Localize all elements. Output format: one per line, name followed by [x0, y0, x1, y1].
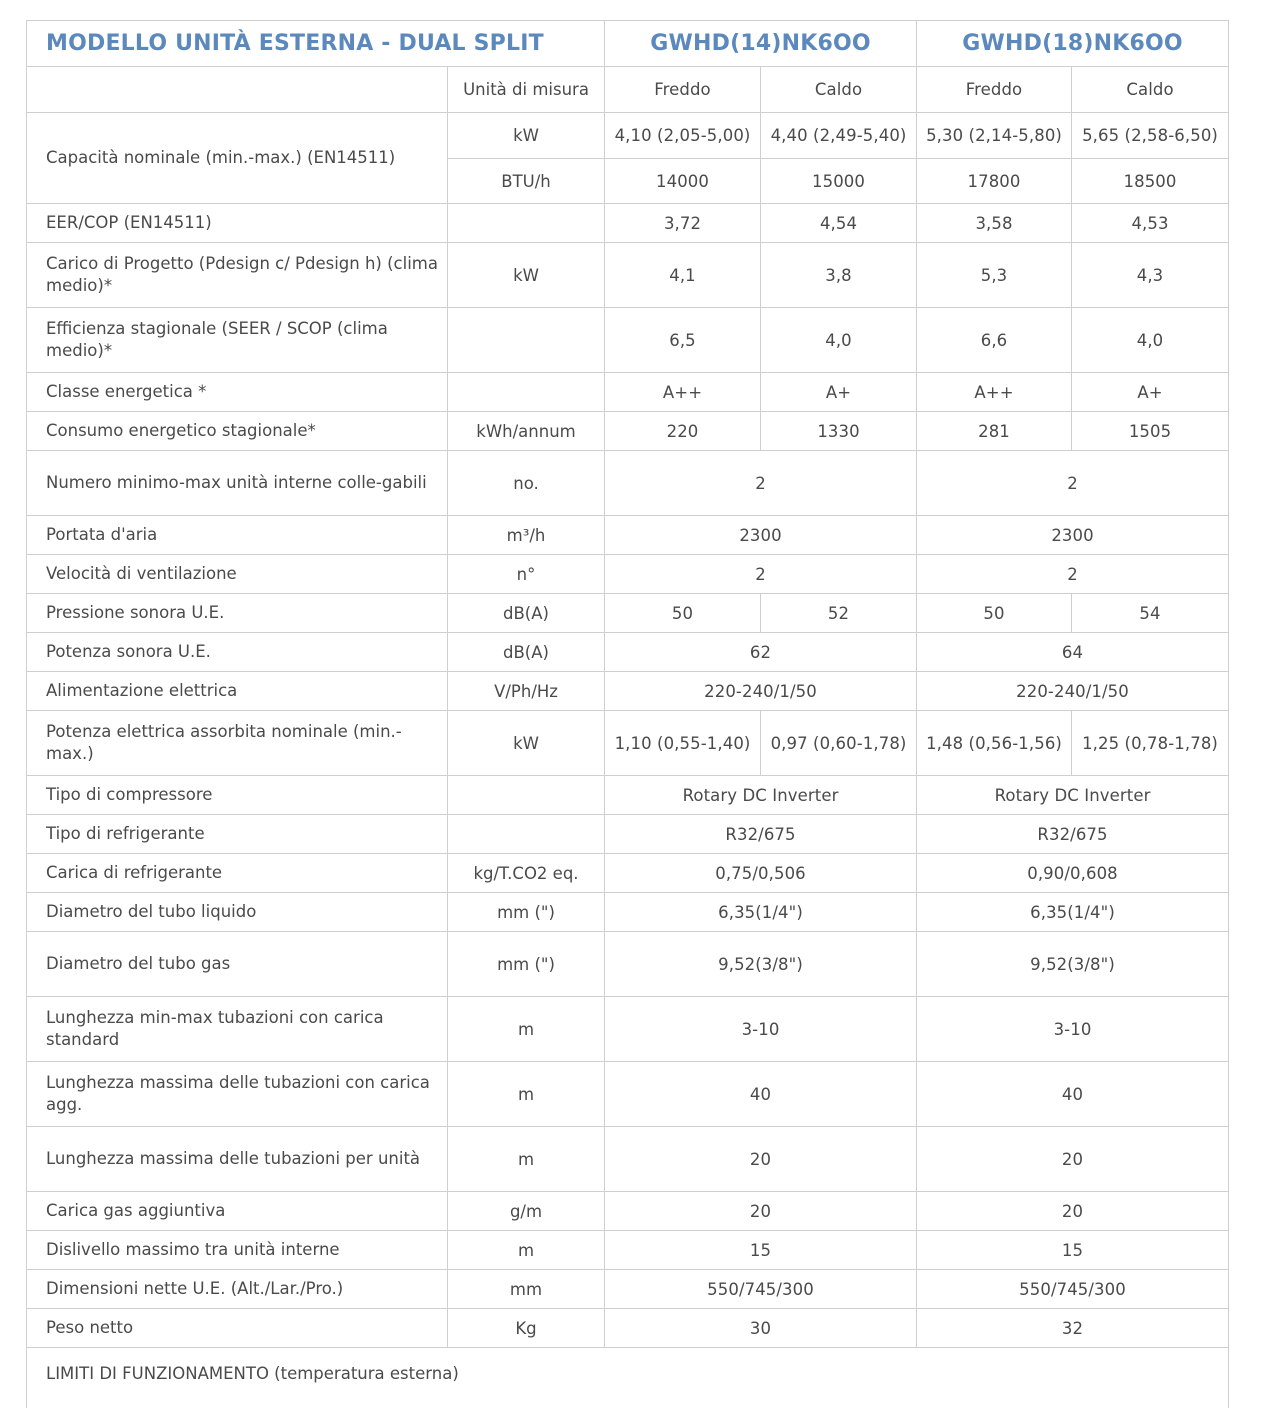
row-unit: n° [448, 555, 605, 594]
row-unit [448, 373, 605, 412]
row-label: Alimentazione elettrica [27, 672, 448, 711]
row-unit: Kg [448, 1309, 605, 1348]
row-unit: m [448, 997, 605, 1062]
row-value: 4,53 [1072, 204, 1229, 243]
table-row [27, 1127, 1229, 1192]
row-value: A++ [605, 373, 761, 412]
table-row [27, 308, 1229, 373]
row-value: 6,35(1/4") [917, 893, 1229, 932]
row-label: Lunghezza min-max tubazioni con carica standard [27, 997, 448, 1062]
row-label: Peso netto [27, 1309, 448, 1348]
row-value: 0,97 (0,60-1,78) [761, 711, 917, 776]
row-unit: mm (") [448, 893, 605, 932]
row-label: Efficienza stagionale (SEER / SCOP (clima medio)* [27, 308, 448, 373]
row-value: 5,65 (2,58-6,50) [1072, 113, 1229, 159]
row-value: 3,72 [605, 204, 761, 243]
operating-limits-section [27, 1348, 1229, 1408]
row-value: 220-240/1/50 [917, 672, 1229, 711]
table-row [27, 1062, 1229, 1127]
row-value: A+ [1072, 373, 1229, 412]
mode-header-heating: Caldo [1072, 67, 1229, 113]
model-name-18: GWHD(18)NK6OO [917, 21, 1229, 67]
row-value: 20 [605, 1192, 917, 1231]
table-title: MODELLO UNITÀ ESTERNA - DUAL SPLIT [27, 21, 605, 67]
row-value: 2 [605, 555, 917, 594]
row-label: Pressione sonora U.E. [27, 594, 448, 633]
row-value: 2 [917, 555, 1229, 594]
table-row [27, 776, 1229, 815]
table-row [27, 594, 1229, 633]
row-unit: kW [448, 113, 605, 159]
row-value: 550/745/300 [605, 1270, 917, 1309]
row-label: Classe energetica * [27, 373, 448, 412]
model-name-14: GWHD(14)NK6OO [605, 21, 917, 67]
row-value: R32/675 [605, 815, 917, 854]
row-value: 20 [917, 1127, 1229, 1192]
row-unit: V/Ph/Hz [448, 672, 605, 711]
row-unit: no. [448, 451, 605, 516]
table-row [27, 711, 1229, 776]
row-unit: kW [448, 243, 605, 308]
row-value: Rotary DC Inverter [917, 776, 1229, 815]
row-label: Carica gas aggiuntiva [27, 1192, 448, 1231]
row-value: 6,5 [605, 308, 761, 373]
mode-header-cooling: Freddo [917, 67, 1072, 113]
row-unit: mm (") [448, 932, 605, 997]
row-value: 30 [605, 1309, 917, 1348]
model-header-row [27, 21, 1229, 67]
row-value: 9,52(3/8") [605, 932, 917, 997]
row-value: 4,54 [761, 204, 917, 243]
row-label: Consumo energetico stagionale* [27, 412, 448, 451]
table-row [27, 1231, 1229, 1270]
row-unit [448, 776, 605, 815]
operating-limits-title: LIMITI DI FUNZIONAMENTO (temperatura esterna) [27, 1348, 1229, 1408]
row-value: Rotary DC Inverter [605, 776, 917, 815]
row-value: 20 [605, 1127, 917, 1192]
table-row [27, 1309, 1229, 1348]
row-unit: m [448, 1127, 605, 1192]
row-value: 50 [917, 594, 1072, 633]
row-value: 14000 [605, 159, 761, 204]
row-unit: m [448, 1062, 605, 1127]
row-value: 15 [917, 1231, 1229, 1270]
row-label: Numero minimo-max unità interne colle-gabili [27, 451, 448, 516]
row-value: 64 [917, 633, 1229, 672]
row-label: Carico di Progetto (Pdesign c/ Pdesign h) (clima medio)* [27, 243, 448, 308]
row-value: 32 [917, 1309, 1229, 1348]
row-value: 4,1 [605, 243, 761, 308]
table-row [27, 451, 1229, 516]
row-value: 4,0 [1072, 308, 1229, 373]
row-value: 9,52(3/8") [917, 932, 1229, 997]
row-label: Dimensioni nette U.E. (Alt./Lar./Pro.) [27, 1270, 448, 1309]
row-value: 1,25 (0,78-1,78) [1072, 711, 1229, 776]
row-label: Capacità nominale (min.-max.) (EN14511) [27, 113, 448, 204]
row-value: 4,3 [1072, 243, 1229, 308]
table-row [27, 672, 1229, 711]
unit-column-header: Unità di misura [448, 67, 605, 113]
row-value: 52 [761, 594, 917, 633]
row-value: 2 [917, 451, 1229, 516]
row-unit [448, 308, 605, 373]
row-label: Diametro del tubo liquido [27, 893, 448, 932]
row-value: 1,48 (0,56-1,56) [917, 711, 1072, 776]
table-row [27, 412, 1229, 451]
row-value: 220 [605, 412, 761, 451]
row-label: Lunghezza massima delle tubazioni con carica agg. [27, 1062, 448, 1127]
row-value: 1505 [1072, 412, 1229, 451]
row-value: 50 [605, 594, 761, 633]
row-value: A++ [917, 373, 1072, 412]
row-unit: dB(A) [448, 633, 605, 672]
mode-header-heating: Caldo [761, 67, 917, 113]
table-row [27, 893, 1229, 932]
row-value: 1330 [761, 412, 917, 451]
table-row [27, 633, 1229, 672]
row-label: Potenza sonora U.E. [27, 633, 448, 672]
row-unit [448, 204, 605, 243]
row-unit: BTU/h [448, 159, 605, 204]
table-row [27, 204, 1229, 243]
empty-header-cell [27, 67, 448, 113]
row-value: 15000 [761, 159, 917, 204]
row-value: 62 [605, 633, 917, 672]
row-value: 2300 [605, 516, 917, 555]
row-label: Tipo di refrigerante [27, 815, 448, 854]
row-value: 0,90/0,608 [917, 854, 1229, 893]
row-value: 3-10 [917, 997, 1229, 1062]
table-row [27, 932, 1229, 997]
row-value: 40 [605, 1062, 917, 1127]
row-value: 3,8 [761, 243, 917, 308]
row-unit [448, 815, 605, 854]
row-value: R32/675 [917, 815, 1229, 854]
row-value: 20 [917, 1192, 1229, 1231]
row-value: 17800 [917, 159, 1072, 204]
row-unit: kW [448, 711, 605, 776]
row-value: 4,40 (2,49-5,40) [761, 113, 917, 159]
row-value: 0,75/0,506 [605, 854, 917, 893]
table-row [27, 516, 1229, 555]
row-value: 2 [605, 451, 917, 516]
mode-header-row [27, 67, 1229, 113]
row-value: 18500 [1072, 159, 1229, 204]
row-unit: m [448, 1231, 605, 1270]
table-row [27, 555, 1229, 594]
table-row [27, 373, 1229, 412]
table-row [27, 243, 1229, 308]
table-row [27, 815, 1229, 854]
row-label: Diametro del tubo gas [27, 932, 448, 997]
row-value: A+ [761, 373, 917, 412]
row-value: 3-10 [605, 997, 917, 1062]
mode-header-cooling: Freddo [605, 67, 761, 113]
row-value: 15 [605, 1231, 917, 1270]
row-value: 54 [1072, 594, 1229, 633]
row-value: 40 [917, 1062, 1229, 1127]
row-value: 4,10 (2,05-5,00) [605, 113, 761, 159]
row-unit: m³/h [448, 516, 605, 555]
row-label: Velocità di ventilazione [27, 555, 448, 594]
row-label: Lunghezza massima delle tubazioni per unità [27, 1127, 448, 1192]
row-label: Potenza elettrica assorbita nominale (min.-max.) [27, 711, 448, 776]
row-unit: kWh/annum [448, 412, 605, 451]
row-value: 4,0 [761, 308, 917, 373]
row-unit: dB(A) [448, 594, 605, 633]
table-row [27, 854, 1229, 893]
row-label: Carica di refrigerante [27, 854, 448, 893]
spec-table [26, 20, 1229, 1408]
row-unit: g/m [448, 1192, 605, 1231]
row-value: 220-240/1/50 [605, 672, 917, 711]
row-label: Tipo di compressore [27, 776, 448, 815]
row-label: Portata d'aria [27, 516, 448, 555]
row-value: 2300 [917, 516, 1229, 555]
row-value: 281 [917, 412, 1072, 451]
row-value: 550/745/300 [917, 1270, 1229, 1309]
row-value: 5,30 (2,14-5,80) [917, 113, 1072, 159]
row-value: 6,6 [917, 308, 1072, 373]
row-label: EER/COP (EN14511) [27, 204, 448, 243]
table-row [27, 113, 1229, 159]
table-row [27, 1270, 1229, 1309]
table-row [27, 997, 1229, 1062]
row-value: 6,35(1/4") [605, 893, 917, 932]
table-row [27, 1192, 1229, 1231]
row-value: 5,3 [917, 243, 1072, 308]
row-value: 1,10 (0,55-1,40) [605, 711, 761, 776]
row-unit: kg/T.CO2 eq. [448, 854, 605, 893]
row-unit: mm [448, 1270, 605, 1309]
row-label: Dislivello massimo tra unità interne [27, 1231, 448, 1270]
row-value: 3,58 [917, 204, 1072, 243]
